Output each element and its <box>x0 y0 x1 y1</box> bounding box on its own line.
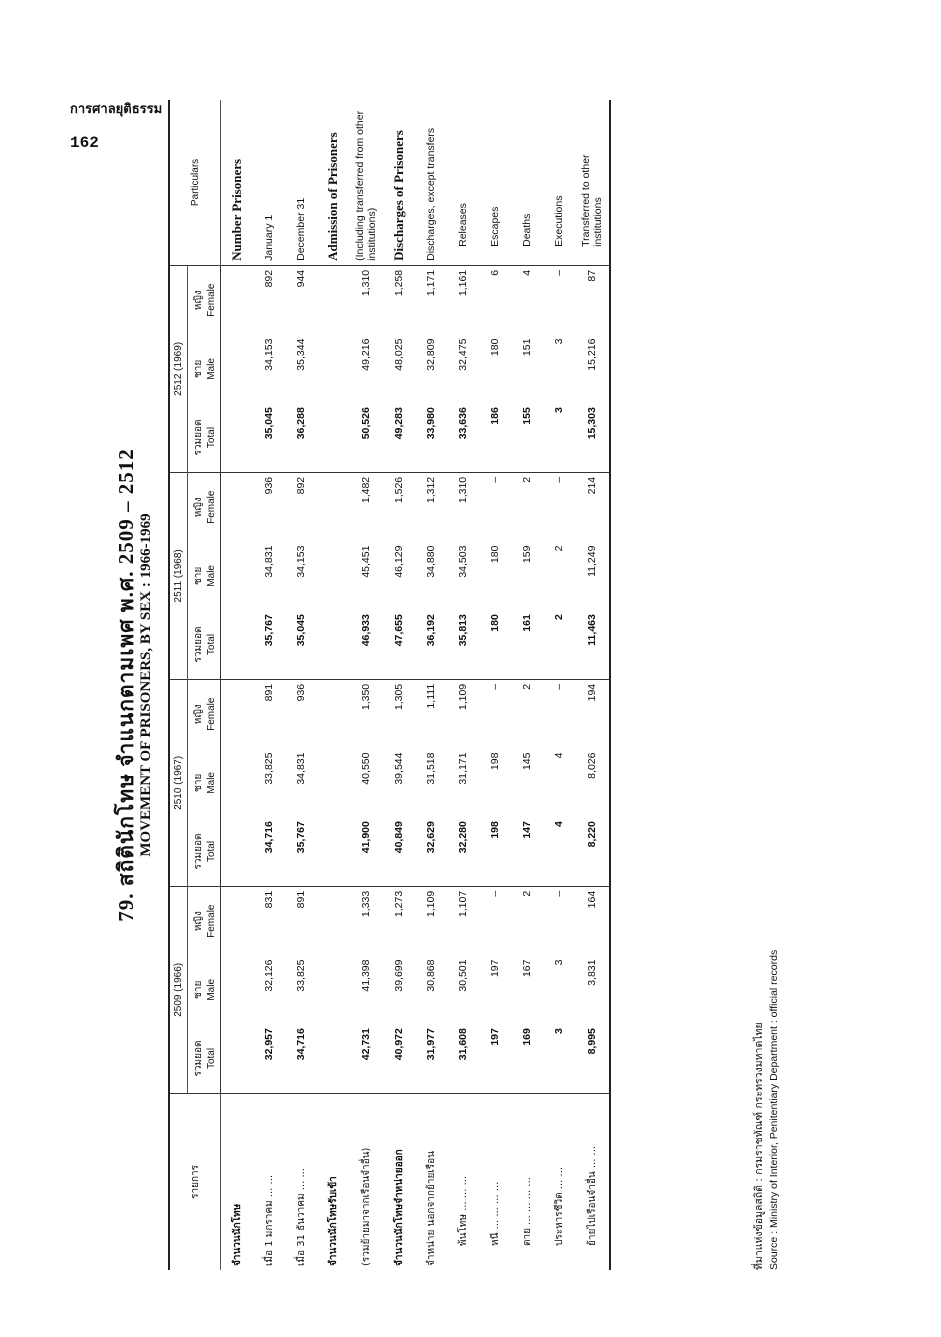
table-cell: 164 <box>575 886 610 955</box>
table-cell: 180 <box>489 545 501 564</box>
table-cell <box>221 610 254 679</box>
table-cell: – <box>489 476 501 483</box>
table-cell <box>317 542 349 611</box>
row-label-thai: พ้นโทษ ... ... ... <box>447 1093 479 1270</box>
table-cell: 936 <box>295 683 307 702</box>
row-label-thai: จำนวนนักโทษ <box>221 1093 254 1270</box>
table-cell: 45,451 <box>360 545 372 578</box>
table-cell <box>317 679 349 748</box>
table-cell: 1,109 <box>457 683 469 711</box>
table-cell: 1,273 <box>393 890 405 918</box>
table-cell: 35,767 <box>253 610 285 679</box>
table-cell: 11,463 <box>575 610 610 679</box>
table-cell: 11,249 <box>575 542 610 611</box>
table-cell <box>221 1024 254 1093</box>
row-label-thai: (รวมย้ายมาจากเรือนจำอื่น) <box>349 1093 383 1270</box>
table-cell: 36,288 <box>285 403 317 472</box>
row-label-thai: ตาย ... ... ... ... <box>511 1093 543 1270</box>
sub-column-header: รวมยอด Total <box>188 817 221 886</box>
table-cell: 892 <box>263 269 275 288</box>
table-cell: 46,129 <box>393 545 405 578</box>
table-cell: 35,344 <box>295 338 307 371</box>
table-cell: 155 <box>511 403 543 472</box>
table-cell: 34,153 <box>295 545 307 578</box>
table-cell <box>221 472 254 541</box>
table-cell: 3 <box>553 959 565 966</box>
table-cell: 32,475 <box>457 338 469 371</box>
table-cell <box>221 542 254 611</box>
table-cell <box>221 335 254 404</box>
table-cell: 147 <box>511 817 543 886</box>
table-cell: 48,025 <box>393 338 405 371</box>
table-cell: 33,825 <box>295 959 307 992</box>
row-label-thai: เมื่อ 1 มกราคม ... ... <box>253 1093 285 1270</box>
table-cell: 42,731 <box>349 1024 383 1093</box>
table-cell: 1,305 <box>393 683 405 711</box>
table-cell: 1,310 <box>457 476 469 504</box>
sub-column-header: ชาย Male <box>188 335 221 404</box>
table-cell: 34,880 <box>425 545 437 578</box>
table-cell: 32,629 <box>415 817 447 886</box>
table-cell: 31,171 <box>457 752 469 785</box>
table-row <box>317 100 349 1270</box>
table-cell: 31,977 <box>415 1024 447 1093</box>
sub-column-header: ชาย Male <box>188 542 221 611</box>
row-label-english: Transferred to other institutions <box>575 100 610 265</box>
table-cell: 159 <box>521 545 533 564</box>
table-cell: 1,109 <box>425 890 437 918</box>
table-cell: 47,655 <box>383 610 415 679</box>
table-row <box>285 100 317 1270</box>
table-row <box>253 100 285 1270</box>
table-cell: 35,045 <box>253 403 285 472</box>
row-label-english: Admission of Prisoners <box>317 100 349 265</box>
table-cell <box>317 403 349 472</box>
table-cell: 34,153 <box>263 338 275 371</box>
row-label-thai: หนี ... ... ... ... <box>479 1093 511 1270</box>
table-cell: 214 <box>575 472 610 541</box>
row-label-english: Releases <box>447 100 479 265</box>
table-cell: 34,716 <box>285 1024 317 1093</box>
table-cell: 40,972 <box>383 1024 415 1093</box>
table-cell <box>317 610 349 679</box>
table-cell <box>317 886 349 955</box>
table-cell: 1,350 <box>360 683 372 711</box>
table-cell <box>221 679 254 748</box>
table-cell: – <box>489 890 501 897</box>
table-cell: 4 <box>553 752 565 759</box>
table-cell: 1,333 <box>360 890 372 918</box>
table-cell: 49,216 <box>360 338 372 371</box>
table-cell: 35,045 <box>285 610 317 679</box>
table-cell: – <box>489 683 501 690</box>
table-cell: 33,980 <box>415 403 447 472</box>
table-cell: 151 <box>521 338 533 357</box>
table-cell: 41,398 <box>360 959 372 992</box>
table-cell <box>317 956 349 1025</box>
table-cell: – <box>553 683 565 690</box>
table-cell <box>221 403 254 472</box>
table-cell: 3 <box>543 403 575 472</box>
page-number: 162 <box>70 134 99 152</box>
table-cell: 15,216 <box>575 335 610 404</box>
table-cell: 1,111 <box>425 683 437 709</box>
sub-column-header: หญิง Female <box>188 472 221 541</box>
table-cell: 936 <box>263 476 275 495</box>
row-label-thai: ประหารชีวิต ... ... <box>543 1093 575 1270</box>
table-cell: 4 <box>521 269 533 276</box>
english-column-header: Particulars <box>169 100 221 265</box>
table-cell: 34,503 <box>457 545 469 578</box>
table-cell: 194 <box>575 679 610 748</box>
sub-column-header: หญิง Female <box>188 265 221 334</box>
table-cell <box>221 817 254 886</box>
table-cell: 1,312 <box>425 476 437 504</box>
table-row <box>511 100 543 1270</box>
table-cell: 87 <box>575 265 610 334</box>
table-cell: 8,220 <box>575 817 610 886</box>
table-cell: 892 <box>295 476 307 495</box>
row-label-english: Discharges of Prisoners <box>383 100 415 265</box>
row-label-thai: ย้ายไปเรือนจำอื่น ... ... <box>575 1093 610 1270</box>
title-thai: 79. สถิตินักโทษ จำแนกตามเพศ พ.ศ. 2509 – 2512 <box>114 448 138 922</box>
table-cell: 32,957 <box>253 1024 285 1093</box>
table-cell: 6 <box>489 269 501 276</box>
row-label-english: (Including transferred from other institutions) <box>349 100 383 265</box>
row-label-english: Escapes <box>479 100 511 265</box>
table-cell: 49,283 <box>383 403 415 472</box>
row-label-thai: จำนวนนักโทษจำหน่ายออก <box>383 1093 415 1270</box>
table-cell: 15,303 <box>575 403 610 472</box>
table-cell: 1,171 <box>425 269 437 297</box>
table-cell: 3 <box>553 338 565 345</box>
table-cell: 34,831 <box>263 545 275 578</box>
table-cell: 145 <box>521 752 533 771</box>
table-cell: 2 <box>521 683 533 690</box>
row-label-english: Executions <box>543 100 575 265</box>
table-cell: – <box>553 476 565 483</box>
row-label-thai: จำนวนนักโทษรับเข้า <box>317 1093 349 1270</box>
sub-column-header: ชาย Male <box>188 956 221 1025</box>
table-row <box>447 100 479 1270</box>
table-cell: 1,482 <box>360 476 372 504</box>
table-cell <box>317 817 349 886</box>
table-row <box>221 100 254 1270</box>
table-cell: 161 <box>511 610 543 679</box>
table-cell <box>317 1024 349 1093</box>
table-cell: 1,526 <box>393 476 405 504</box>
table-cell: 2 <box>543 610 575 679</box>
table-cell: 40,550 <box>360 752 372 785</box>
table-cell: 30,868 <box>425 959 437 992</box>
table-cell <box>317 265 349 334</box>
year-header: 2512 (1969) <box>169 265 188 472</box>
table-cell: 50,526 <box>349 403 383 472</box>
row-label-english: Number Prisoners <box>221 100 254 265</box>
prisoner-table <box>168 100 611 1270</box>
table-cell: 197 <box>479 1024 511 1093</box>
table-cell: 3 <box>543 1024 575 1093</box>
sub-column-header: หญิง Female <box>188 886 221 955</box>
table-cell: 2 <box>521 890 533 897</box>
table-cell: 33,636 <box>447 403 479 472</box>
table-cell: 31,608 <box>447 1024 479 1093</box>
sub-column-header: หญิง Female <box>188 679 221 748</box>
table-row <box>415 100 447 1270</box>
table-cell <box>317 335 349 404</box>
table-cell: 32,809 <box>425 338 437 371</box>
table-cell <box>221 956 254 1025</box>
table-cell: – <box>553 269 565 276</box>
table-cell: – <box>553 890 565 897</box>
table-cell: 198 <box>479 817 511 886</box>
table-cell: 169 <box>511 1024 543 1093</box>
year-header: 2509 (1966) <box>169 886 188 1093</box>
table-cell: 8,026 <box>575 749 610 818</box>
table-cell: 46,933 <box>349 610 383 679</box>
row-label-thai: จำหน่าย นอกจากย้ายเรือน <box>415 1093 447 1270</box>
table-cell: 180 <box>489 338 501 357</box>
table-cell: 167 <box>521 959 533 978</box>
table-cell: 33,825 <box>263 752 275 785</box>
source-thai: ที่มาแห่งข้อมูลสถิติ : กรมราชทัณฑ์ กระทรวงมหาดไทย <box>753 1022 765 1270</box>
thai-column-header: รายการ <box>169 1093 221 1270</box>
table-cell: 4 <box>543 817 575 886</box>
table-cell: 35,767 <box>285 817 317 886</box>
table-row <box>543 100 575 1270</box>
table-cell: 1,161 <box>457 269 469 297</box>
table-cell: 8,995 <box>575 1024 610 1093</box>
table-cell <box>221 749 254 818</box>
table-cell: 39,699 <box>393 959 405 992</box>
row-label-english: January 1 <box>253 100 285 265</box>
table-cell <box>221 265 254 334</box>
row-label-thai: เมื่อ 31 ธันวาคม ... ... <box>285 1093 317 1270</box>
row-label-english: Deaths <box>511 100 543 265</box>
table-cell: 831 <box>263 890 275 909</box>
table-cell: 1,258 <box>393 269 405 297</box>
table-cell: 32,280 <box>447 817 479 886</box>
row-label-english: December 31 <box>285 100 317 265</box>
table-cell: 41,900 <box>349 817 383 886</box>
source-english: Source : Ministry of Interior, Penitentiary Department : official records <box>768 949 780 1270</box>
table-cell: 180 <box>479 610 511 679</box>
table-cell <box>317 749 349 818</box>
year-header: 2511 (1968) <box>169 472 188 679</box>
table-cell: 35,813 <box>447 610 479 679</box>
table-cell: 3,831 <box>575 956 610 1025</box>
table-cell <box>221 886 254 955</box>
table-cell: 1,310 <box>360 269 372 297</box>
year-header: 2510 (1967) <box>169 679 188 886</box>
table-row <box>575 100 610 1270</box>
table-cell: 31,518 <box>425 752 437 785</box>
table-cell: 1,107 <box>457 890 469 918</box>
table-cell: 198 <box>489 752 501 771</box>
table-cell: 34,716 <box>253 817 285 886</box>
table-cell: 30,501 <box>457 959 469 992</box>
table-row <box>383 100 415 1270</box>
sub-column-header: รวมยอด Total <box>188 1024 221 1093</box>
table-cell: 2 <box>553 545 565 552</box>
table-cell: 186 <box>479 403 511 472</box>
sub-column-header: ชาย Male <box>188 749 221 818</box>
sub-column-header: รวมยอด Total <box>188 403 221 472</box>
title-english: MOVEMENT OF PRISONERS, BY SEX : 1966-1969 <box>138 513 154 857</box>
section-header: การศาลยุติธรรม <box>70 102 163 117</box>
table-row <box>349 100 383 1270</box>
table-cell: 34,831 <box>295 752 307 785</box>
table-cell: 32,126 <box>263 959 275 992</box>
table-cell: 2 <box>521 476 533 483</box>
table-cell: 36,192 <box>415 610 447 679</box>
table-cell <box>317 472 349 541</box>
table-cell: 40,849 <box>383 817 415 886</box>
row-label-english: Discharges, except transfers <box>415 100 447 265</box>
table-cell: 197 <box>489 959 501 978</box>
table-row <box>479 100 511 1270</box>
sub-column-header: รวมยอด Total <box>188 610 221 679</box>
table-cell: 891 <box>263 683 275 702</box>
table-cell: 891 <box>295 890 307 909</box>
table-cell: 39,544 <box>393 752 405 785</box>
table-cell: 944 <box>295 269 307 288</box>
